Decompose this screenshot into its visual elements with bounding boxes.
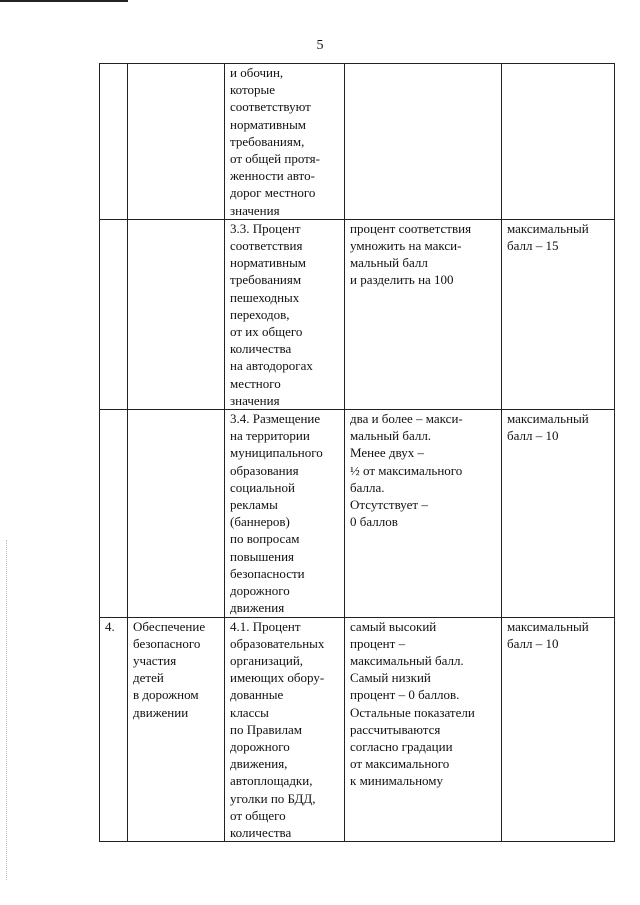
row-number-cell <box>100 219 128 409</box>
criteria-table <box>99 63 615 842</box>
indicator-cell: 3.3. Процент соответствия нормативным требованиям пешеходных переходов, от их общего количества на автодорогах местного значения <box>225 219 345 409</box>
max-score-cell: максимальный балл – 15 <box>502 219 615 409</box>
max-score-cell: максимальный балл – 10 <box>502 410 615 617</box>
scan-edge-dots <box>6 540 9 880</box>
max-score-cell: максимальный балл – 10 <box>502 617 615 842</box>
area-cell <box>128 64 225 220</box>
method-cell <box>345 64 502 220</box>
row-number-cell <box>100 64 128 220</box>
top-rule <box>0 0 128 2</box>
area-cell <box>128 410 225 617</box>
max-score-cell <box>502 64 615 220</box>
area-cell <box>128 219 225 409</box>
method-cell: самый высокий процент – максимальный балл. Самый низкий процент – 0 баллов. Остальные показатели рассчитываются согласно градации от максимального к минимальному <box>345 617 502 842</box>
indicator-cell: 3.4. Размещение на территории муниципального образования социальной рекламы (баннеров) по вопросам повышения безопасности дорожного движения <box>225 410 345 617</box>
table-row <box>100 219 615 409</box>
indicator-cell: и обочин, которые соответствуют нормативным требованиям, от общей протя- женности авто- дорог местного значения <box>225 64 345 220</box>
page-number: 5 <box>316 38 324 53</box>
area-cell: Обеспечение безопасного участия детей в дорожном движении <box>128 617 225 842</box>
row-number-cell <box>100 410 128 617</box>
table-row <box>100 410 615 617</box>
row-number-cell: 4. <box>100 617 128 842</box>
method-cell: два и более – макси- мальный балл. Менее двух – ½ от максимального балла. Отсутствует – 0 баллов <box>345 410 502 617</box>
table-row <box>100 64 615 220</box>
table-row <box>100 617 615 842</box>
method-cell: процент соответствия умножить на макси- мальный балл и разделить на 100 <box>345 219 502 409</box>
indicator-cell: 4.1. Процент образовательных организаций, имеющих обору- дованные классы по Правилам дорожного движения, автоплощадки, уголки по БДД, от общего количества <box>225 617 345 842</box>
